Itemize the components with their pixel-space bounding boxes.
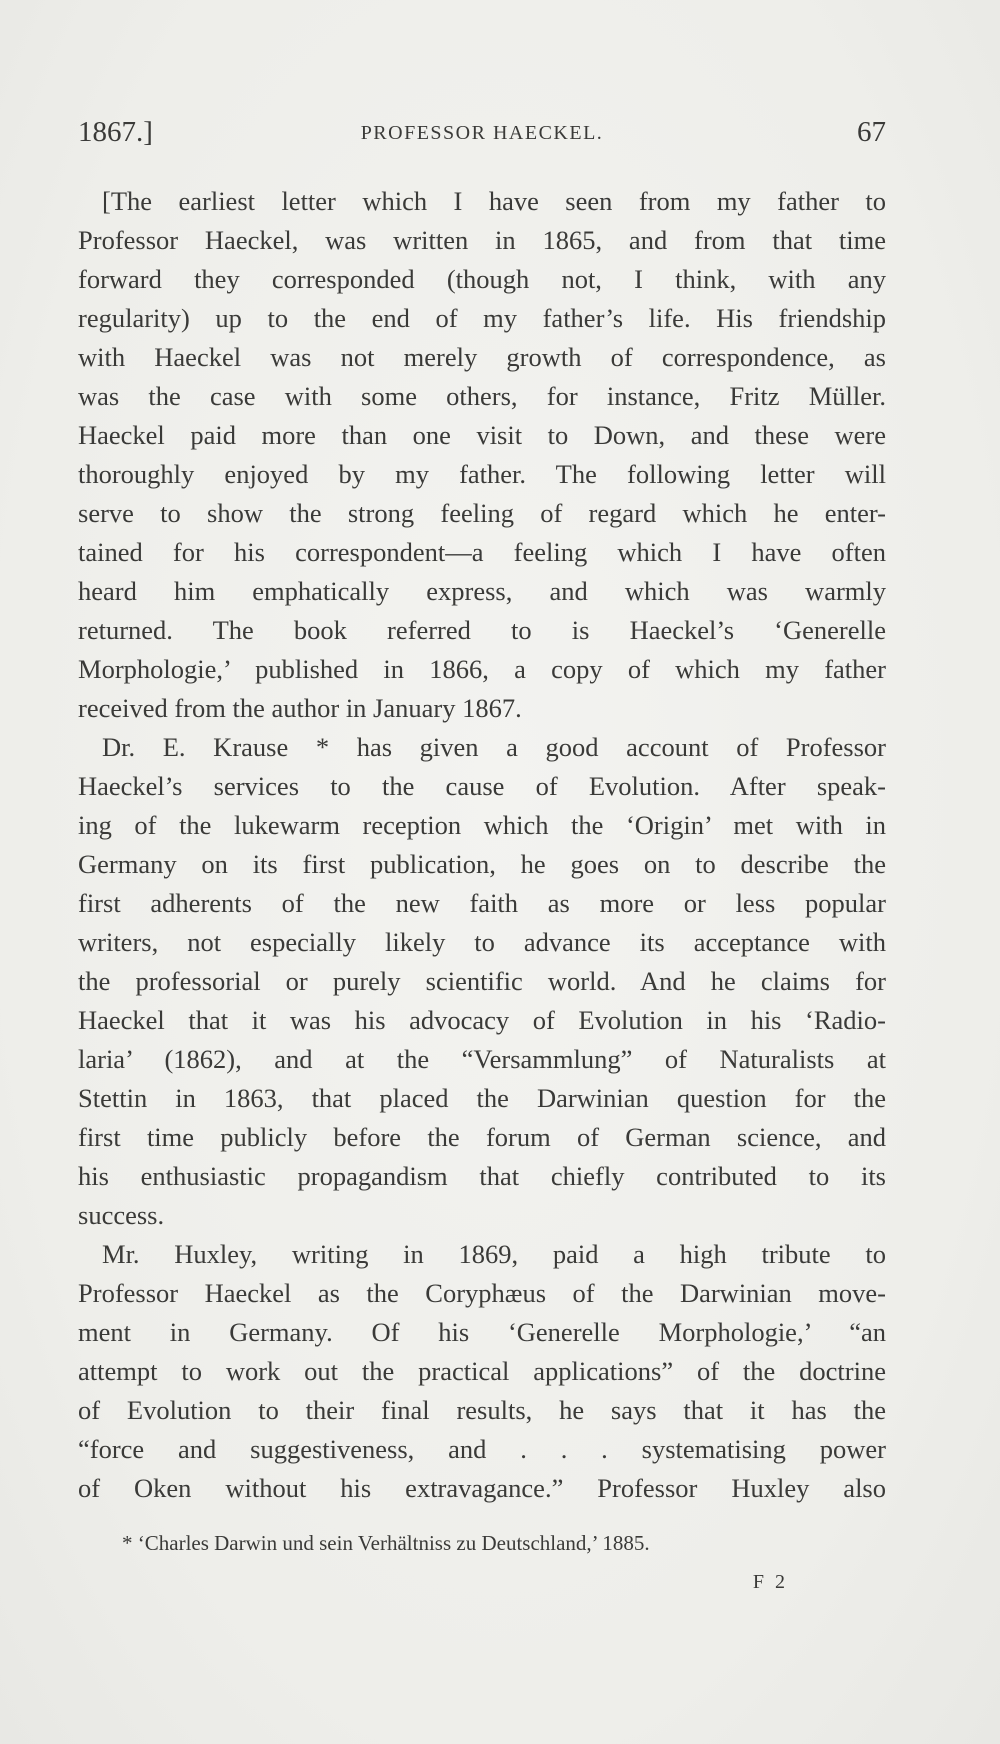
text-line: thoroughly enjoyed by my father. The following letter will: [78, 459, 886, 489]
text-line: regularity) up to the end of my father’s life. His friendship: [78, 303, 886, 333]
text-line: ment in Germany. Of his ‘Generelle Morphologie,’ “an: [78, 1317, 886, 1347]
text-line: success.: [78, 1200, 165, 1230]
header-year: 1867.]: [78, 116, 153, 148]
text-line: Morphologie,’ published in 1866, a copy of which my father: [78, 654, 886, 684]
text-line: Haeckel’s services to the cause of Evolution. After speak-: [78, 771, 886, 801]
signature-mark: F 2: [752, 1571, 788, 1593]
text-line: Professor Haeckel, was written in 1865, and from that time: [78, 225, 886, 255]
text-line: of Evolution to their final results, he says that it has the: [78, 1395, 886, 1425]
text-line: received from the author in January 1867.: [78, 693, 522, 723]
footnote: * ‘Charles Darwin und sein Verhältniss zu Deutschland,’ 1885.: [122, 1531, 650, 1555]
text-line: Stettin in 1863, that placed the Darwinian question for the: [78, 1083, 886, 1113]
text-line: first time publicly before the forum of German science, and: [78, 1122, 886, 1152]
text-line: writers, not especially likely to advance its acceptance with: [78, 927, 886, 957]
text-line: Dr. E. Krause * has given a good account of Professor: [102, 732, 886, 762]
text-line: first adherents of the new faith as more or less popular: [78, 888, 886, 918]
text-line: tained for his correspondent—a feeling which I have often: [78, 537, 886, 567]
text-line: Professor Haeckel as the Coryphæus of the Darwinian move-: [78, 1278, 886, 1308]
text-line: Haeckel paid more than one visit to Down, and these were: [78, 420, 886, 450]
text-line: of Oken without his extravagance.” Professor Huxley also: [78, 1473, 886, 1503]
text-line: returned. The book referred to is Haeckel’s ‘Generelle: [78, 615, 886, 645]
text-line: laria’ (1862), and at the “Versammlung” of Naturalists at: [78, 1044, 886, 1074]
body-text: [78, 182, 886, 1508]
text-line: ing of the lukewarm reception which the ‘Origin’ met with in: [78, 810, 886, 840]
text-line: attempt to work out the practical applications” of the doctrine: [78, 1356, 886, 1386]
text-line: heard him emphatically express, and which was warmly: [78, 576, 886, 606]
text-line: with Haeckel was not merely growth of correspondence, as: [78, 342, 886, 372]
text-line: “force and suggestiveness, and . . . systematising power: [78, 1434, 886, 1464]
text-line: Mr. Huxley, writing in 1869, paid a high tribute to: [102, 1239, 886, 1269]
text-line: serve to show the strong feeling of regard which he enter-: [78, 498, 886, 528]
text-line: forward they corresponded (though not, I think, with any: [78, 264, 886, 294]
running-head: [78, 112, 886, 152]
text-line: the professorial or purely scientific world. And he claims for: [78, 966, 886, 996]
text-line: [The earliest letter which I have seen from my father to: [102, 186, 886, 216]
text-line: Germany on its first publication, he goes on to describe the: [78, 849, 886, 879]
page-number: 67: [857, 116, 886, 148]
text-line: was the case with some others, for instance, Fritz Müller.: [78, 381, 886, 411]
text-line: Haeckel that it was his advocacy of Evolution in his ‘Radio-: [78, 1005, 886, 1035]
text-line: his enthusiastic propagandism that chiefly contributed to its: [78, 1161, 886, 1191]
header-title: PROFESSOR HAECKEL.: [360, 122, 604, 144]
